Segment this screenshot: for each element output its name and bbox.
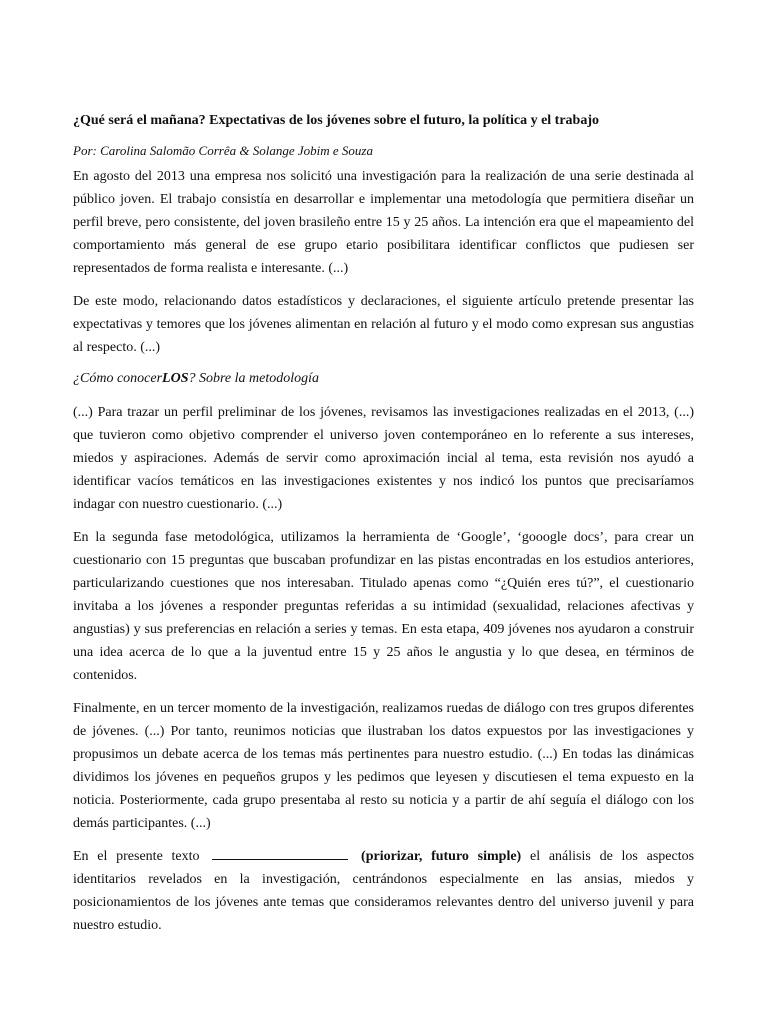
- paragraph-1: En agosto del 2013 una empresa nos solicitó una investigación para la realización de una serie destinada al público joven. El trabajo consistía en desarrollar e implementar una metodología que permitiera diseñar un perfil breve, pero consistente, del joven brasileño entre 15 y 25 años. La intención era que el mapeamiento del comportamiento más general de ese grupo etario posibilitara identificar conflictos que pudiesen ser representados de forma realista e interesante. (...): [73, 169, 694, 276]
- section-heading-end: ? Sobre la metodología: [188, 371, 320, 386]
- paragraph-6: [73, 845, 694, 937]
- fill-in-blank[interactable]: [212, 846, 348, 860]
- section-heading: [73, 369, 694, 389]
- section-heading-start: ¿Cómo conocer: [73, 371, 163, 386]
- paragraph-6-start: En el presente texto: [73, 849, 200, 864]
- paragraph-5: Finalmente, en un tercer momento de la investigación, realizamos ruedas de diálogo con tres grupos diferentes de jóvenes. (...) Por tanto, reunimos noticias que ilustraban los datos expuestos por las investigaciones y propusimos un debate acerca de los temas más pertinentes para nuestro estudio. (...) En todas las dinámicas dividimos los jóvenes en pequeños grupos y les pedimos que leyesen y discutiesen el tema expuesto en la noticia. Posteriormente, cada grupo presentaba al resto su noticia y a partir de ahí seguía el diálogo con los demás participantes. (...): [73, 701, 694, 831]
- verb-hint: (priorizar, futuro simple): [361, 849, 522, 864]
- document-title: ¿Qué será el mañana? Expectativas de los jóvenes sobre el futuro, la política y el trabajo: [73, 113, 599, 128]
- paragraph-3: (...) Para trazar un perfil preliminar de los jóvenes, revisamos las investigaciones realizadas en el 2013, (...) que tuvieron como objetivo comprender el universo joven contemporáneo en lo referente a sus intereses, miedos y aspiraciones. Además de servir como aproximación incial al tema, esta revisión nos ayudó a identificar vacíos temáticos en las investigaciones existentes y nos indicó los puntos que precisaríamos indagar con nuestro cuestionario. (...): [73, 405, 694, 512]
- paragraph-4: En la segunda fase metodológica, utilizamos la herramienta de ‘Google’, ‘gooogle docs’, para crear un cuestionario con 15 preguntas que buscaban profundizar en las pistas encontradas en los estudios anteriores, particularizando cuestiones que nos interesaban. Titulado apenas como “¿Quién eres tú?”, el cuestionario invitaba a los jóvenes a responder preguntas referidas a su intimidad (sexualidad, relaciones afectivas y angustias) y sus preferencias en relación a series y temas. En esta etapa, 409 jóvenes nos ayudaron a construir una idea acerca de lo que a la juventud entre 15 y 25 años le angustia y lo que desea, en términos de contenidos.: [73, 530, 694, 683]
- document-body: [73, 112, 694, 947]
- author-byline: Por: Carolina Salomão Corrêa & Solange Jobim e Souza: [73, 143, 373, 158]
- section-heading-emphasis: LOS: [162, 371, 189, 386]
- paragraph-2: De este modo, relacionando datos estadísticos y declaraciones, el siguiente artículo pretende presentar las expectativas y temores que los jóvenes alimentan en relación al futuro y el modo como expresan sus angustias al respecto. (...): [73, 294, 694, 355]
- paragraph-6-end: el análisis de los aspectos identitarios revelados en la investigación, centrándonos especialmente en las ansias, miedos y posicionamientos de los jóvenes ante temas que consideramos relevantes dentro del universo juvenil y para nuestro estudio.: [73, 849, 695, 933]
